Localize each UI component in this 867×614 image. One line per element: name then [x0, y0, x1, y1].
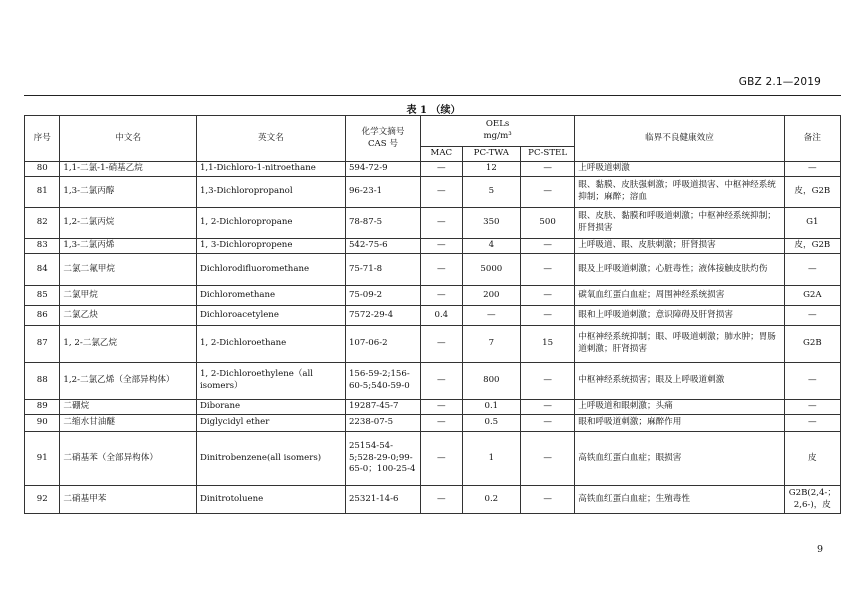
col-header-mac: MAC	[420, 147, 462, 162]
col-header-cn: 中文名	[60, 116, 197, 162]
cell-note: G2A	[784, 286, 840, 306]
table-row	[25, 306, 841, 326]
cell-no: 85	[25, 286, 60, 306]
cell-effect: 眼、皮肤、黏膜和呼吸道刺激；中枢神经系统抑制；肝肾损害	[575, 208, 784, 239]
cell-stel: —	[521, 432, 575, 486]
cell-twa: 4	[462, 239, 520, 254]
cell-twa: 350	[462, 208, 520, 239]
col-header-cas	[345, 116, 420, 162]
cell-twa: 5	[462, 177, 520, 208]
cell-twa: 5000	[462, 254, 520, 286]
col-header-en: 英文名	[196, 116, 345, 162]
cell-cas: 75-71-8	[345, 254, 420, 286]
cell-stel: —	[521, 486, 575, 514]
cell-no: 92	[25, 486, 60, 514]
cell-cas: 156-59-2;156-60-5;540-59-0	[345, 363, 420, 400]
cell-stel: —	[521, 363, 575, 400]
cell-no: 83	[25, 239, 60, 254]
cell-cn: 1,3-二氯丙醇	[60, 177, 197, 208]
cell-stel: —	[521, 162, 575, 177]
cell-note: —	[784, 363, 840, 400]
cell-no: 89	[25, 400, 60, 415]
cell-note: 皮，G2B	[784, 239, 840, 254]
table-row	[25, 286, 841, 306]
cell-mac: —	[420, 177, 462, 208]
table-row	[25, 400, 841, 415]
cell-twa: —	[462, 306, 520, 326]
cell-cn: 1, 2-二氯乙烷	[60, 326, 197, 363]
cell-cas: 19287-45-7	[345, 400, 420, 415]
standard-code: GBZ 2.1—2019	[738, 76, 821, 88]
cell-en: Diborane	[196, 400, 345, 415]
cell-mac: —	[420, 162, 462, 177]
cell-cn: 二氯甲烷	[60, 286, 197, 306]
cell-stel: —	[521, 415, 575, 432]
table-row	[25, 239, 841, 254]
cell-effect: 上呼吸道刺激	[575, 162, 784, 177]
cell-mac: —	[420, 363, 462, 400]
table-row	[25, 162, 841, 177]
cell-note: —	[784, 400, 840, 415]
col-header-cas-line1: 化学文摘号	[361, 126, 405, 137]
table-row	[25, 254, 841, 286]
col-header-stel: PC-STEL	[521, 147, 575, 162]
cell-twa: 7	[462, 326, 520, 363]
col-header-twa: PC-TWA	[462, 147, 520, 162]
cell-cas: 96-23-1	[345, 177, 420, 208]
cell-cn: 二缩水甘油醚	[60, 415, 197, 432]
cell-effect: 中枢神经系统损害；眼及上呼吸道刺激	[575, 363, 784, 400]
cell-cn: 二硝基苯（全部异构体）	[60, 432, 197, 486]
page-number: 9	[816, 544, 823, 555]
cell-no: 81	[25, 177, 60, 208]
cell-note: G2B(2,4-；2,6-)，皮	[784, 486, 840, 514]
cell-no: 90	[25, 415, 60, 432]
cell-cn: 1,2-二氯乙烯（全部异构体）	[60, 363, 197, 400]
cell-en: Dinitrobenzene(all isomers)	[196, 432, 345, 486]
cell-no: 84	[25, 254, 60, 286]
cell-cn: 二氯二氟甲烷	[60, 254, 197, 286]
oel-table	[24, 115, 841, 514]
table-row	[25, 177, 841, 208]
cell-note: —	[784, 162, 840, 177]
cell-en: Diglycidyl ether	[196, 415, 345, 432]
col-header-no: 序号	[25, 116, 60, 162]
cell-mac: —	[420, 208, 462, 239]
header-rule	[24, 95, 841, 96]
cell-twa: 0.2	[462, 486, 520, 514]
cell-twa: 1	[462, 432, 520, 486]
cell-effect: 高铁血红蛋白血症；生殖毒性	[575, 486, 784, 514]
cell-no: 86	[25, 306, 60, 326]
cell-note: —	[784, 306, 840, 326]
cell-cas: 542-75-6	[345, 239, 420, 254]
cell-mac: —	[420, 415, 462, 432]
cell-cn: 二硼烷	[60, 400, 197, 415]
cell-cn: 1,1-二氯-1-硝基乙烷	[60, 162, 197, 177]
cell-mac: —	[420, 400, 462, 415]
cell-effect: 高铁血红蛋白血症；眼损害	[575, 432, 784, 486]
cell-note: —	[784, 254, 840, 286]
cell-en: Dichlorodifluoromethane	[196, 254, 345, 286]
cell-effect: 中枢神经系统抑制；眼、呼吸道刺激；肺水肿；胃肠道刺激；肝肾损害	[575, 326, 784, 363]
cell-no: 91	[25, 432, 60, 486]
cell-effect: 上呼吸道和眼刺激；头痛	[575, 400, 784, 415]
cell-cn: 二氯乙炔	[60, 306, 197, 326]
cell-twa: 12	[462, 162, 520, 177]
cell-note: G1	[784, 208, 840, 239]
cell-effect: 碳氧血红蛋白血症；周围神经系统损害	[575, 286, 784, 306]
cell-note: 皮，G2B	[784, 177, 840, 208]
cell-stel: —	[521, 177, 575, 208]
col-header-effect: 临界不良健康效应	[575, 116, 784, 162]
table-row	[25, 363, 841, 400]
cell-cas: 7572-29-4	[345, 306, 420, 326]
cell-cas: 25321-14-6	[345, 486, 420, 514]
cell-cas: 78-87-5	[345, 208, 420, 239]
table-row	[25, 208, 841, 239]
cell-mac: —	[420, 486, 462, 514]
cell-no: 87	[25, 326, 60, 363]
col-header-unit: mg/m³	[483, 131, 512, 141]
cell-cn: 1,3-二氯丙烯	[60, 239, 197, 254]
cell-note: 皮	[784, 432, 840, 486]
col-header-oels-label: OELs	[485, 119, 510, 130]
cell-effect: 上呼吸道、眼、皮肤刺激；肝肾损害	[575, 239, 784, 254]
cell-en: Dinitrotoluene	[196, 486, 345, 514]
cell-no: 88	[25, 363, 60, 400]
cell-cas: 594-72-9	[345, 162, 420, 177]
cell-effect: 眼、黏膜、皮肤强刺激；呼吸道损害、中枢神经系统抑制；麻醉；溶血	[575, 177, 784, 208]
table-caption: 表 1 （续）	[406, 105, 461, 116]
cell-mac: —	[420, 432, 462, 486]
cell-note: —	[784, 415, 840, 432]
cell-mac: —	[420, 254, 462, 286]
cell-mac: —	[420, 326, 462, 363]
cell-en: 1, 2-Dichloropropane	[196, 208, 345, 239]
cell-en: Dichloroacetylene	[196, 306, 345, 326]
cell-en: 1,3-Dichloropropanol	[196, 177, 345, 208]
cell-mac: —	[420, 286, 462, 306]
cell-no: 82	[25, 208, 60, 239]
col-header-cas-line2: CAS 号	[367, 138, 398, 149]
cell-stel: —	[521, 254, 575, 286]
cell-note: G2B	[784, 326, 840, 363]
table-row	[25, 326, 841, 363]
cell-twa: 800	[462, 363, 520, 400]
col-header-oels	[420, 116, 574, 147]
cell-stel: —	[521, 400, 575, 415]
cell-cas: 107-06-2	[345, 326, 420, 363]
cell-cas: 75-09-2	[345, 286, 420, 306]
cell-twa: 200	[462, 286, 520, 306]
cell-en: 1, 2-Dichloroethane	[196, 326, 345, 363]
table-row	[25, 432, 841, 486]
cell-cas: 25154-54-5;528-29-0;99-65-0；100-25-4	[345, 432, 420, 486]
cell-effect: 眼及上呼吸道刺激；心脏毒性；液体接触皮肤灼伤	[575, 254, 784, 286]
cell-no: 80	[25, 162, 60, 177]
cell-cn: 二硝基甲苯	[60, 486, 197, 514]
cell-effect: 眼和上呼吸道刺激；意识障碍及肝肾损害	[575, 306, 784, 326]
cell-cas: 2238-07-5	[345, 415, 420, 432]
cell-stel: —	[521, 306, 575, 326]
cell-effect: 眼和呼吸道刺激；麻醉作用	[575, 415, 784, 432]
cell-en: 1, 2-Dichloroethylene（all isomers）	[196, 363, 345, 400]
cell-en: 1, 3-Dichloropropene	[196, 239, 345, 254]
cell-en: Dichloromethane	[196, 286, 345, 306]
cell-stel: —	[521, 239, 575, 254]
cell-stel: 15	[521, 326, 575, 363]
cell-stel: 500	[521, 208, 575, 239]
cell-mac: —	[420, 239, 462, 254]
cell-cn: 1,2-二氯丙烷	[60, 208, 197, 239]
cell-stel: —	[521, 286, 575, 306]
cell-en: 1,1-Dichloro-1-nitroethane	[196, 162, 345, 177]
cell-twa: 0.5	[462, 415, 520, 432]
col-header-note: 备注	[784, 116, 840, 162]
cell-mac: 0.4	[420, 306, 462, 326]
table-row	[25, 415, 841, 432]
table-row	[25, 486, 841, 514]
cell-twa: 0.1	[462, 400, 520, 415]
